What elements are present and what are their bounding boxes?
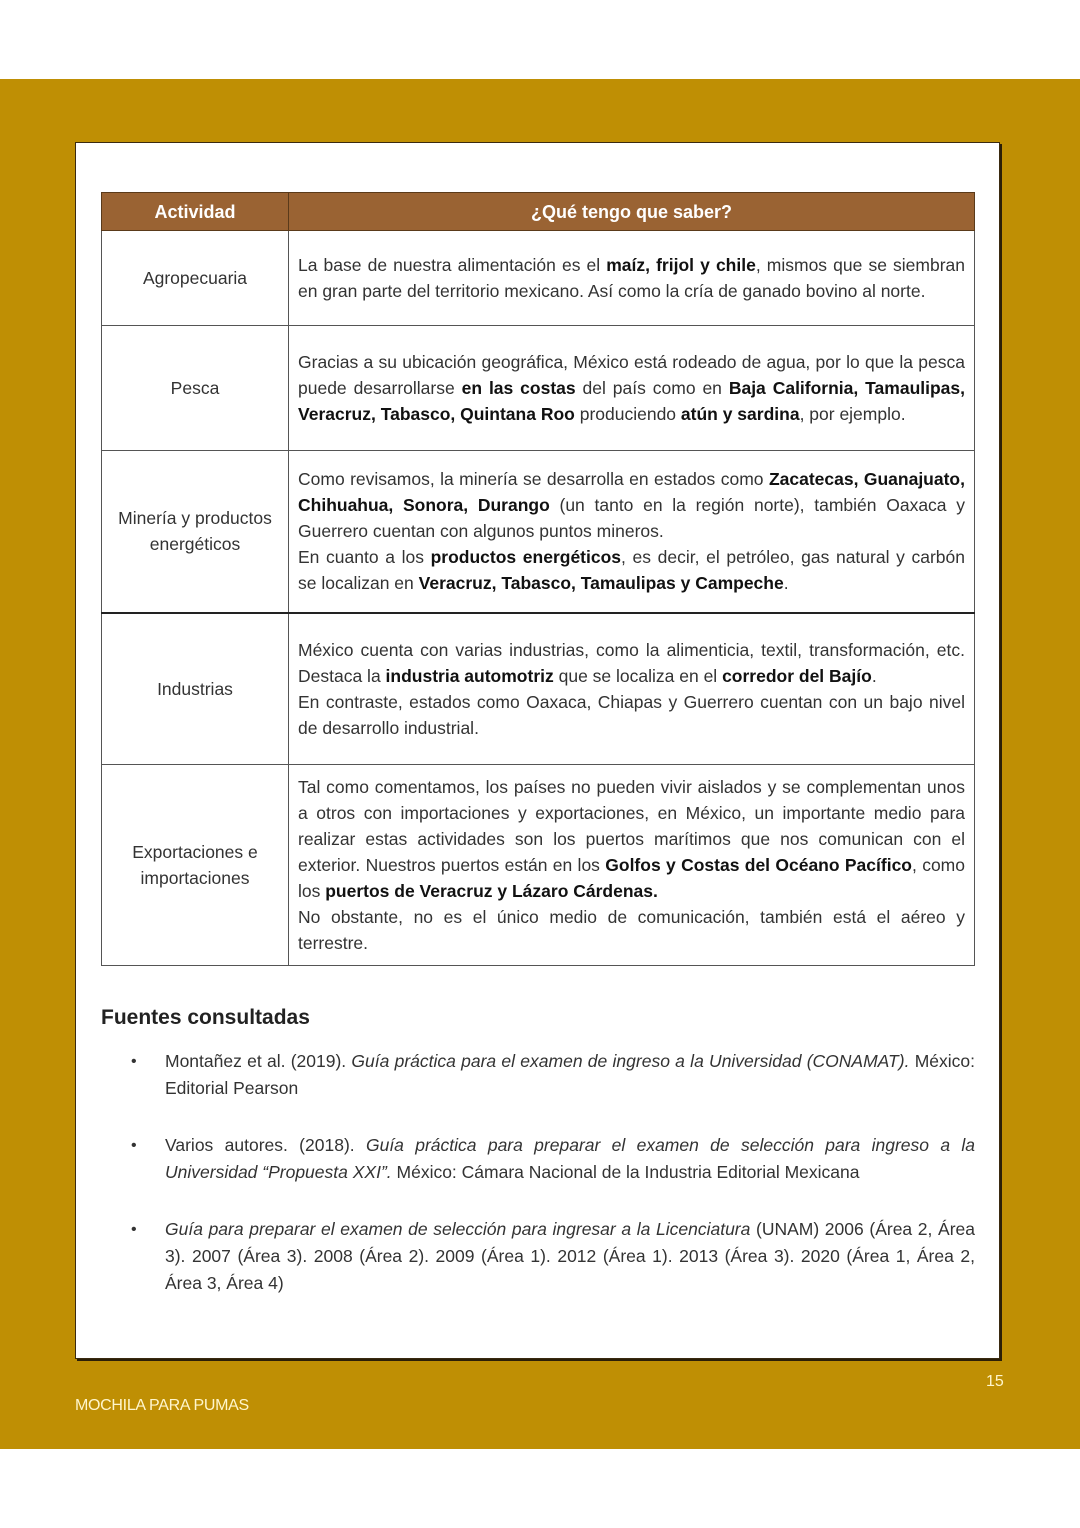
header-actividad: Actividad	[102, 193, 289, 231]
bullet-icon: •	[131, 1221, 137, 1238]
bullet-icon: •	[131, 1137, 137, 1154]
description-cell: Tal como comentamos, los países no pueden vivir aislados y se complementan unos a otros con importaciones y exportaciones, en México, un importante medio para realizar estas actividades son los puertos marítimos que nos comunican con el exterior. Nuestros puertos están en los Golfos y Costas del Océano Pacífico, como los puertos de Veracruz y Lázaro Cárdenas. No obstante, no es el único medio de comunicación, también está el aéreo y terrestre.	[289, 765, 975, 966]
table-row	[102, 765, 975, 966]
activities-table	[101, 192, 975, 966]
header-que-tengo-que-saber: ¿Qué tengo que saber?	[289, 193, 975, 231]
description-cell: La base de nuestra alimentación es el maíz, frijol y chile, mismos que se siembran en gran parte del territorio mexicano. Así como la cría de ganado bovino al norte.	[289, 231, 975, 326]
content-sheet	[75, 142, 1000, 1359]
sources-list	[101, 1048, 975, 1327]
source-item	[101, 1132, 975, 1186]
source-text: Montañez et al. (2019). Guía práctica para el examen de ingreso a la Universidad (CONAMAT). México: Editorial Pearson	[165, 1051, 975, 1098]
activity-cell: Pesca	[102, 326, 289, 451]
table-body	[102, 231, 975, 966]
source-text: Guía para preparar el examen de selección para ingresar a la Licenciatura (UNAM) 2006 (Área 2, Área 3). 2007 (Área 3). 2008 (Área 2). 2009 (Área 1). 2012 (Área 1). 2013 (Área 3). 2020 (Área 1, Área 2, Área 3, Área 4)	[165, 1219, 975, 1293]
activity-cell: Agropecuaria	[102, 231, 289, 326]
sources-heading: Fuentes consultadas	[101, 1006, 310, 1029]
activity-cell: Minería y productos energéticos	[102, 451, 289, 613]
table-row	[102, 613, 975, 765]
source-text: Varios autores. (2018). Guía práctica para preparar el examen de selección para ingreso a la Universidad “Propuesta XXI”. México: Cámara Nacional de la Industria Editorial Mexicana	[165, 1135, 975, 1182]
page-number: 15	[986, 1373, 1004, 1390]
source-item	[101, 1216, 975, 1297]
table-row	[102, 231, 975, 326]
table-row	[102, 326, 975, 451]
footer-brand: MOCHILA PARA PUMAS	[75, 1397, 249, 1414]
table-row	[102, 451, 975, 613]
bullet-icon: •	[131, 1053, 137, 1070]
description-cell: México cuenta con varias industrias, como la alimenticia, textil, transformación, etc. Destaca la industria automotriz que se localiza en el corredor del Bajío. En contraste, estados como Oaxaca, Chiapas y Guerrero cuentan con un bajo nivel de desarrollo industrial.	[289, 613, 975, 765]
activity-cell: Exportaciones e importaciones	[102, 765, 289, 966]
table-header-row	[102, 193, 975, 231]
activity-cell: Industrias	[102, 613, 289, 765]
description-cell: Gracias a su ubicación geográfica, México está rodeado de agua, por lo que la pesca puede desarrollarse en las costas del país como en Baja California, Tamaulipas, Veracruz, Tabasco, Quintana Roo produciendo atún y sardina, por ejemplo.	[289, 326, 975, 451]
source-item	[101, 1048, 975, 1102]
description-cell: Como revisamos, la minería se desarrolla en estados como Zacatecas, Guanajuato, Chihuahua, Sonora, Durango (un tanto en la región norte), también Oaxaca y Guerrero cuentan con algunos puntos mineros. En cuanto a los productos energéticos, es decir, el petróleo, gas natural y carbón se localizan en Veracruz, Tabasco, Tamaulipas y Campeche.	[289, 451, 975, 613]
